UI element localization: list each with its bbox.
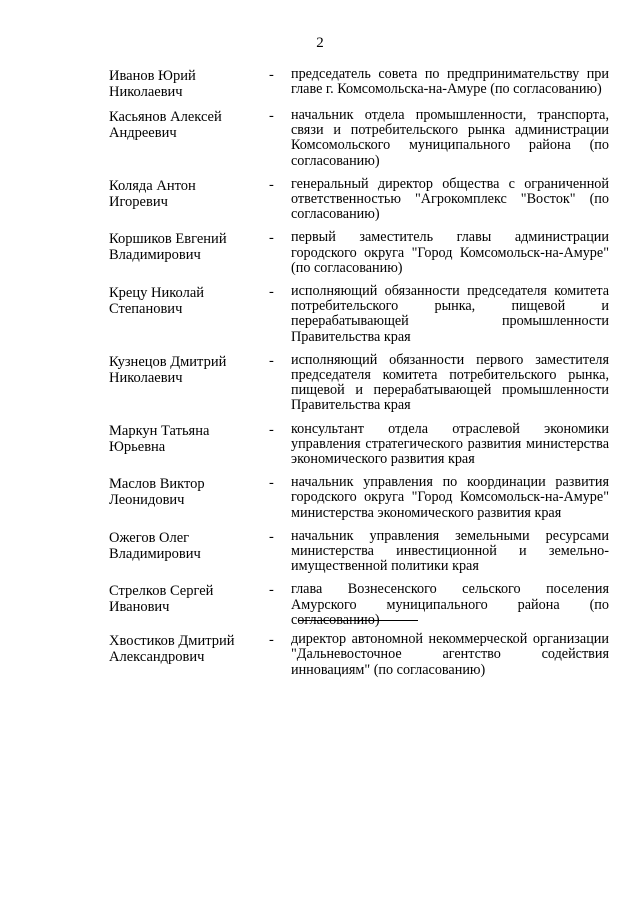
member-row	[109, 582, 609, 628]
member-name: Коршиков Евгений Владимирович	[109, 231, 227, 264]
member-row	[109, 632, 609, 678]
members-list	[109, 67, 609, 686]
member-name: Иванов Юрий Николаевич	[109, 68, 196, 100]
member-name: Ожегов Олег Владимирович	[109, 529, 201, 562]
dash-separator: -	[269, 352, 274, 369]
member-role: директор автономной некоммерческой организации "Дальневосточное агентство содействия инновациям" (по согласованию)	[291, 631, 609, 678]
member-row	[109, 529, 609, 575]
member-row	[109, 422, 609, 468]
member-role: начальник отдела промышленности, транспорта, связи и потребительского рынка администрации Комсомольского муниципального района (по согласованию)	[291, 107, 609, 169]
member-role: начальник управления по координации развития городского округа "Город Комсомольск-на-Амуре" министерства экономического развития края	[291, 474, 609, 521]
dash-separator: -	[269, 230, 274, 247]
member-row	[109, 475, 609, 521]
dash-separator: -	[269, 475, 274, 492]
dash-separator: -	[269, 528, 274, 545]
member-role: председатель совета по предпринимательству при главе г. Комсомольска-на-Амуре (по согласованию)	[291, 66, 609, 98]
member-row	[109, 353, 609, 414]
member-role: первый заместитель главы администрации городского округа "Город Комсомольск-на-Амуре" (по согласованию)	[291, 229, 609, 276]
dash-separator: -	[269, 582, 274, 599]
member-name: Коляда Антон Игоревич	[109, 177, 196, 210]
member-row	[109, 230, 609, 276]
member-row	[109, 284, 609, 345]
member-role: начальник управления земельными ресурсами министерства инвестиционной и земельно-имущественной политики края	[291, 527, 609, 575]
member-role: глава Вознесенского сельского поселения Амурского муниципального района (по согласованию)	[291, 581, 609, 628]
member-name: Кузнецов Дмитрий Николаевич	[109, 353, 227, 386]
dash-separator: -	[269, 67, 274, 83]
member-name: Маслов Виктор Леонидович	[109, 476, 205, 509]
member-name: Маркун Татьяна Юрьевна	[109, 422, 210, 455]
dash-separator: -	[269, 421, 274, 438]
member-name: Крецу Николай Степанович	[109, 285, 205, 318]
member-name: Хвостиков Дмитрий Александрович	[109, 633, 235, 666]
dash-separator: -	[269, 284, 274, 301]
dash-separator: -	[269, 632, 274, 649]
member-role: консультант отдела отраслевой экономики управления стратегического развития министерства экономического развития края	[291, 420, 609, 468]
member-role: генеральный директор общества с ограниченной ответственностью "Агрокомплекс "Восток" (по согласованию)	[291, 175, 609, 223]
dash-separator: -	[269, 108, 274, 124]
dash-separator: -	[269, 176, 274, 193]
member-row	[109, 67, 609, 100]
member-row	[109, 108, 609, 169]
member-name: Стрелков Сергей Иванович	[109, 583, 214, 616]
member-role: исполняющий обязанности первого заместителя председателя комитета потребительского рынка, пищевой и перерабатывающей промышленности Правительства края	[291, 351, 609, 414]
member-name: Касьянов Алексей Андреевич	[109, 109, 222, 141]
closing-separator-line	[299, 620, 418, 621]
member-row	[109, 177, 609, 223]
page-number: 2	[316, 35, 324, 51]
member-role: исполняющий обязанности председателя комитета потребительского рынка, пищевой и перерабатывающей промышленности Правительства края	[291, 283, 609, 345]
